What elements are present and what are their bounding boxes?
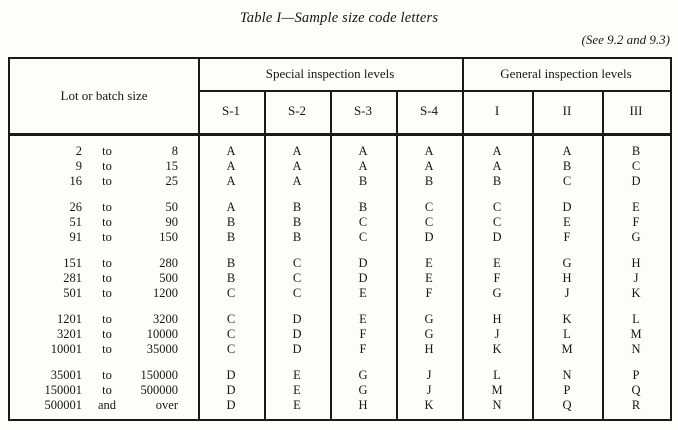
lot-conjunction: to: [102, 256, 112, 270]
lot-from: 3201: [57, 327, 82, 341]
table-row: [10, 327, 670, 342]
code-letter-s3: G: [358, 383, 368, 397]
lot-from: 26: [69, 200, 82, 214]
code-letter-s2: C: [292, 256, 302, 270]
lot-range: [10, 342, 198, 357]
lot-range: [10, 200, 198, 215]
lot-from: 500001: [44, 398, 82, 412]
lot-range: [10, 286, 198, 301]
code-letter-s2: D: [292, 327, 302, 341]
column-header-s1: S-1: [221, 103, 241, 119]
code-letter-level-2: E: [563, 215, 571, 229]
code-letter-s3: E: [359, 286, 367, 300]
lot-range: [10, 144, 198, 159]
code-letter-s1: A: [226, 174, 236, 188]
table-row: [10, 200, 670, 215]
code-letter-s3: D: [358, 256, 368, 270]
lot-to: 150000: [140, 368, 178, 382]
code-letter-level-1: C: [492, 215, 502, 229]
code-letter-level-3: E: [632, 200, 640, 214]
code-letter-level-3: Q: [631, 383, 641, 397]
lot-from: 281: [63, 271, 82, 285]
table-reference-note: (See 9.2 and 9.3): [581, 32, 670, 47]
code-letter-s2: D: [292, 312, 302, 326]
table-row: [10, 144, 670, 159]
column-header-level-2: II: [562, 103, 572, 119]
code-letter-s4: A: [424, 159, 434, 173]
lot-size-group: [10, 256, 670, 301]
lot-range: [10, 174, 198, 189]
lot-conjunction: to: [102, 230, 112, 244]
lot-from: 150001: [44, 383, 82, 397]
lot-range: [10, 215, 198, 230]
lot-range: [10, 271, 198, 286]
code-letter-s3: C: [358, 230, 368, 244]
column-header-s3: S-3: [353, 103, 373, 119]
code-letter-level-1: H: [492, 312, 502, 326]
lot-to: over: [155, 398, 178, 412]
code-letter-s4: H: [424, 342, 434, 356]
table-row: [10, 230, 670, 245]
code-letter-level-2: L: [563, 327, 571, 341]
table-row: [10, 215, 670, 230]
code-letter-s3: H: [358, 398, 368, 412]
code-letter-s1: D: [226, 383, 236, 397]
column-header-level-1: I: [494, 103, 500, 119]
code-letter-s4: F: [425, 286, 433, 300]
code-letter-level-2: H: [562, 271, 572, 285]
lot-from: 1201: [57, 312, 82, 326]
table-row: [10, 383, 670, 398]
lot-conjunction: to: [102, 312, 112, 326]
lot-to: 90: [165, 215, 178, 229]
sample-size-code-letters-table: [8, 57, 672, 421]
lot-conjunction: to: [102, 215, 112, 229]
code-letter-level-1: D: [492, 230, 502, 244]
code-letter-level-2: F: [563, 230, 571, 244]
code-letter-s1: C: [226, 327, 236, 341]
code-letter-s2: B: [292, 230, 302, 244]
code-letter-s2: E: [293, 368, 301, 382]
lot-range: [10, 327, 198, 342]
code-letter-s4: J: [426, 383, 432, 397]
code-letter-level-3: D: [631, 174, 641, 188]
code-letter-level-1: L: [493, 368, 501, 382]
table-row: [10, 159, 670, 174]
code-letter-s2: C: [292, 271, 302, 285]
lot-to: 500: [159, 271, 178, 285]
code-letter-level-3: C: [631, 159, 641, 173]
code-letter-level-1: N: [492, 398, 502, 412]
lot-from: 16: [69, 174, 82, 188]
code-letter-s2: D: [292, 342, 302, 356]
lot-to: 15: [165, 159, 178, 173]
general-inspection-levels-header: General inspection levels: [500, 66, 632, 82]
code-letter-s4: K: [424, 398, 434, 412]
lot-to: 280: [159, 256, 178, 270]
lot-range: [10, 230, 198, 245]
lot-conjunction: to: [102, 159, 112, 173]
code-letter-level-2: J: [564, 286, 570, 300]
lot-conjunction: and: [97, 398, 117, 412]
code-letter-level-1: B: [492, 174, 502, 188]
code-letter-s4: C: [424, 215, 434, 229]
code-letter-s1: C: [226, 286, 236, 300]
code-letter-s3: F: [359, 342, 367, 356]
lot-to: 10000: [146, 327, 178, 341]
lot-conjunction: to: [102, 383, 112, 397]
lot-range: [10, 159, 198, 174]
code-letter-s3: D: [358, 271, 368, 285]
code-letter-level-1: M: [491, 383, 503, 397]
lot-range: [10, 312, 198, 327]
code-letter-level-2: M: [561, 342, 573, 356]
lot-from: 501: [63, 286, 82, 300]
lot-conjunction: to: [102, 342, 112, 356]
lot-to: 25: [165, 174, 178, 188]
code-letter-level-1: C: [492, 200, 502, 214]
code-letter-s1: D: [226, 398, 236, 412]
lot-to: 500000: [140, 383, 178, 397]
header-row-divider: [198, 90, 670, 92]
code-letter-level-2: A: [562, 144, 572, 158]
lot-from: 35001: [50, 368, 82, 382]
code-letter-level-3: P: [632, 368, 640, 382]
code-letter-level-3: J: [633, 271, 639, 285]
lot-conjunction: to: [102, 200, 112, 214]
code-letter-level-3: N: [631, 342, 641, 356]
code-letter-s1: A: [226, 144, 236, 158]
code-letter-s3: G: [358, 368, 368, 382]
table-row: [10, 312, 670, 327]
code-letter-level-2: P: [563, 383, 571, 397]
code-letter-level-1: F: [493, 271, 501, 285]
lot-conjunction: to: [102, 327, 112, 341]
table-row: [10, 286, 670, 301]
code-letter-s2: A: [292, 174, 302, 188]
lot-conjunction: to: [102, 368, 112, 382]
code-letter-level-2: N: [562, 368, 572, 382]
code-letter-s4: G: [424, 327, 434, 341]
lot-conjunction: to: [102, 174, 112, 188]
table-row: [10, 174, 670, 189]
lot-from: 151: [63, 256, 82, 270]
code-letter-level-2: G: [562, 256, 572, 270]
code-letter-s3: B: [358, 200, 368, 214]
lot-conjunction: to: [102, 271, 112, 285]
table-title: Table I—Sample size code letters: [239, 10, 439, 26]
code-letter-s1: B: [226, 230, 236, 244]
code-letter-s4: E: [425, 256, 433, 270]
lot-size-group: [10, 144, 670, 189]
code-letter-level-1: A: [492, 144, 502, 158]
code-letter-s4: B: [424, 174, 434, 188]
code-letter-s3: E: [359, 312, 367, 326]
lot-from: 9: [75, 159, 82, 173]
code-letter-level-1: A: [492, 159, 502, 173]
lot-from: 91: [69, 230, 82, 244]
code-letter-level-3: F: [632, 215, 640, 229]
code-letter-s3: A: [358, 159, 368, 173]
lot-from: 2: [75, 144, 82, 158]
code-letter-level-1: K: [492, 342, 502, 356]
code-letter-level-1: J: [494, 327, 500, 341]
lot-or-batch-size-header: Lot or batch size: [60, 87, 148, 103]
code-letter-s4: E: [425, 271, 433, 285]
code-letter-level-3: K: [631, 286, 641, 300]
code-letter-s2: B: [292, 200, 302, 214]
table-row: [10, 398, 670, 413]
lot-conjunction: to: [102, 286, 112, 300]
code-letter-s2: A: [292, 144, 302, 158]
lot-to: 8: [171, 144, 178, 158]
code-letter-level-2: D: [562, 200, 572, 214]
column-header-level-3: III: [629, 103, 643, 119]
table-row: [10, 368, 670, 383]
code-letter-s3: C: [358, 215, 368, 229]
code-letter-level-1: G: [492, 286, 502, 300]
lot-to: 3200: [153, 312, 178, 326]
code-letter-s4: J: [426, 368, 432, 382]
code-letter-s1: C: [226, 342, 236, 356]
column-header-s2: S-2: [287, 103, 307, 119]
code-letter-level-3: H: [631, 256, 641, 270]
code-letter-s1: B: [226, 256, 236, 270]
lot-range: [10, 368, 198, 383]
code-letter-level-3: R: [631, 398, 641, 412]
lot-size-group: [10, 200, 670, 245]
code-letter-s3: F: [359, 327, 367, 341]
code-letter-s2: C: [292, 286, 302, 300]
code-letter-s1: C: [226, 312, 236, 326]
code-letter-s1: B: [226, 271, 236, 285]
table-row: [10, 256, 670, 271]
lot-size-group: [10, 312, 670, 357]
code-letter-s2: E: [293, 383, 301, 397]
code-letter-level-2: Q: [562, 398, 572, 412]
table-row: [10, 271, 670, 286]
column-header-s4: S-4: [419, 103, 439, 119]
code-letter-s3: B: [358, 174, 368, 188]
code-letter-s4: A: [424, 144, 434, 158]
code-letter-s3: A: [358, 144, 368, 158]
code-letter-s1: A: [226, 200, 236, 214]
code-letter-s4: D: [424, 230, 434, 244]
lot-range: [10, 383, 198, 398]
lot-from: 51: [69, 215, 82, 229]
lot-to: 1200: [153, 286, 178, 300]
lot-to: 50: [165, 200, 178, 214]
code-letter-level-3: B: [631, 144, 641, 158]
special-inspection-levels-header: Special inspection levels: [265, 66, 395, 82]
lot-conjunction: to: [102, 144, 112, 158]
code-letter-level-3: M: [630, 327, 642, 341]
code-letter-s4: C: [424, 200, 434, 214]
lot-from: 10001: [50, 342, 82, 356]
lot-range: [10, 256, 198, 271]
lot-to: 150: [159, 230, 178, 244]
code-letter-level-3: L: [632, 312, 640, 326]
code-letter-s2: E: [293, 398, 301, 412]
code-letter-level-2: B: [562, 159, 572, 173]
code-letter-level-2: K: [562, 312, 572, 326]
lot-range: [10, 398, 198, 413]
code-letter-s2: A: [292, 159, 302, 173]
table-body: [10, 136, 670, 419]
lot-to: 35000: [146, 342, 178, 356]
code-letter-level-3: G: [631, 230, 641, 244]
code-letter-level-1: E: [493, 256, 501, 270]
code-letter-level-2: C: [562, 174, 572, 188]
code-letter-s1: B: [226, 215, 236, 229]
lot-size-group: [10, 368, 670, 413]
code-letter-s1: D: [226, 368, 236, 382]
code-letter-s4: G: [424, 312, 434, 326]
code-letter-s1: A: [226, 159, 236, 173]
code-letter-s2: B: [292, 215, 302, 229]
table-row: [10, 342, 670, 357]
